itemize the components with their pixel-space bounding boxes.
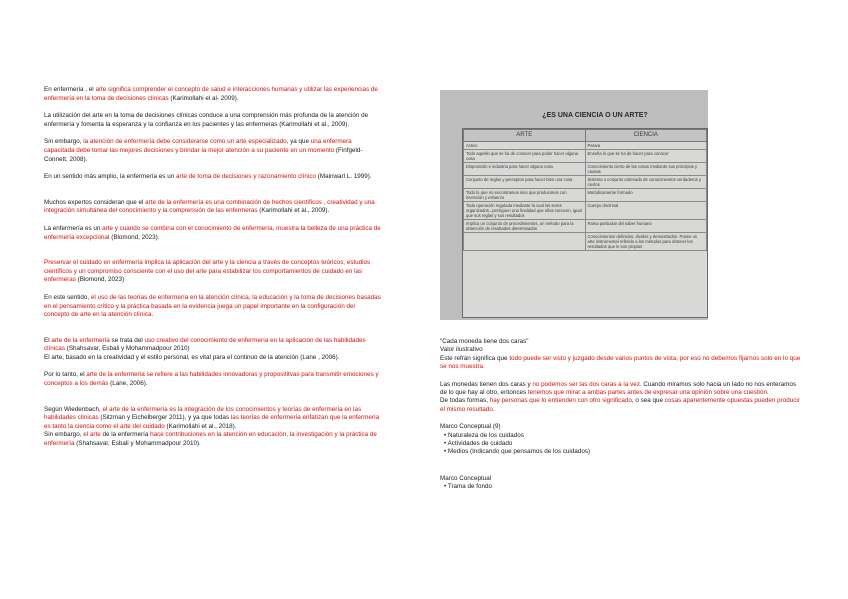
table-row: Activo Pasiva — [464, 142, 707, 150]
paragraph-3: Sin embargo, la atención de enfermería debe considerarse como un arte especializado, ya que una enfermera capacitada debe tomar las mejores decisiones y brindar la mejor atención a su paciente en un momento (Finfgeld-Connett, 2008). — [44, 138, 363, 163]
table-row: Conocimientos definidos, dividos y demostrados. Posee un arte instrumental referido a los métodos para obtener los resultados que le son propios — [464, 233, 707, 251]
proverb-block — [440, 338, 802, 372]
right-column — [440, 338, 802, 501]
photo-heading: ¿ES UNA CIENCIA O UN ARTE? — [542, 112, 648, 119]
left-column — [44, 86, 382, 458]
paragraph-8: En este sentido, el uso de las teorías de enfermería en la atención clínica, la educación y la toma de decisiones basadas en el pensamiento crítico y la práctica basada en la evidencia juega un papel importante en la configuración del concepto de arte en la atención clínica. — [44, 293, 381, 319]
column-header-arte: ARTE — [464, 130, 586, 142]
list-item: • Actividades de cuidado — [444, 440, 802, 448]
coins-paragraph: Las monedas tienen dos caras y no podemos ser las dos caras a la vez. Cuando miramos solo hacia un lado no nos enteramos de lo que hay al otro, entonces tenemos que mirar a ambas partes antes de expresar una opinión sobre una cuestión. De todas formas, hay personas que lo entienden con otro significado, o sea que cosas aparentemente opuestas pueden producir el mismo resultado. — [440, 380, 800, 413]
comparison-table — [462, 128, 708, 318]
art-vs-science-photo — [440, 90, 708, 320]
framework-title: Marco Conceptual (9) — [440, 423, 501, 431]
framework-title: Marco Conceptual — [440, 474, 492, 482]
paragraph-4: En un sentido más amplio, la enfermería es un arte de toma de decisiones y razonamiento clínico (Mainwarl L. 1999). — [44, 173, 372, 181]
paragraph-10: Por lo tanto, el arte de la enfermería se refiere a las habilidades innovadoras y proposititvas para transmitir emociones y conceptos a los demás (Lane, 2006). — [44, 371, 379, 388]
paragraph-7: Preservar el cuidado en enfermería implica la aplicación del arte y la ciencia a través de conceptos teóricos, estudios científicos y un compromiso consciente con el uso del arte para estabilizar los comportamientos de cuidado en las enfermeras (Blomond, 2023) — [44, 259, 371, 284]
list-item: • Medios (Indicando que pensamos de los cuidados) — [444, 448, 802, 456]
proverb-meaning-label: Valor ilustrativo — [440, 346, 483, 354]
proverb-meaning: Este refrán significa que todo puede ser visto y juzgado desde varios puntos de vista, por eso no debemos fijarnos solo en lo que se nos muestra. — [440, 354, 801, 371]
table-row: Toda operación regulada mediante la cual los seres organizados...persiguen una finalidad que ellos conocen, igual que sus reglas y sus resultados Cuerpo doctrinal — [464, 202, 707, 220]
column-header-ciencia: CIENCIA — [585, 130, 707, 142]
paragraph-1: En enfermeria , el arte significa comprender el concepto de salud e interacciones humanas y utilizar las experiencias de enfermería en la toma de decisiones clínicas (Karimollahi el al- 2009). — [44, 86, 378, 102]
paragraph-11: Según Wiedenbach, el arte de la enfermería es la integración de los conocimientos y teorías de enfermería en las habilidades clínicas (Sitzman y Eichelberger 2011), y ya que todas las teorías de enfermería enfatizan que la enfermería es tanto la ciencia como el arte del cuidado (Karimollahi et al., 2018). Sin embargo, el arte de la enfermería hace contribuciones en la atención en educación, la investigación y la práctica de enfermería (Shahsavar, Esbali y Mohammadpour 2010). — [44, 405, 380, 448]
table-row: Todo aquello que se ha de conocer para poder hacer alguna cosa Enseña lo que se ha de hacer para conocer — [464, 150, 707, 163]
paragraph-5: Muchos expertos consideran que el arte de la enfermería es una combinación de hechos científicos , creatividad y una integración simultánea del conocimiento y la comprensión de las enfermeras (Karimollahi et al., 2009). — [44, 198, 375, 215]
conceptual-framework-1 — [440, 423, 802, 457]
paragraph-9: El arte de la enfermería se trata del uso creativo del conocimiento de enfermería en la aplicación de las habilidades clínicas (Shahsavar, Esbali y Mohammadpour 2010) El arte, basado en la creatividad y el estilo personal, es vital para el continuo de la atención (Lane , 2006). — [44, 336, 366, 361]
list-item: • Naturaleza de los cuidados — [444, 432, 802, 440]
table-row: Implica un conjunto de procedimientos, un método para la obtención de resultados determinados Rama particular del saber humano — [464, 220, 707, 233]
list-item: • Trama de fondo — [444, 483, 802, 491]
paragraph-2: La utilización del arte en la toma de decisiones clínicas conduce a una comprensión más profunda de la atención de enfermería y fomenta la esperanza y la confianza en los pacientes y las enfermeras (Karimollahi et al., 2009). — [44, 112, 369, 128]
proverb-title: "Cada moneda tiene dos caras" — [440, 338, 529, 345]
conceptual-framework-2 — [440, 475, 802, 492]
table-row: Conjunto de reglas y preceptos para hacer bien una cosa Sistema o conjunto ordenado de conocimientos verdaderos y ciertos — [464, 176, 707, 189]
table-row: Disposición e industria para hacer alguna cosa Conocimiento cierto de las cosas mediante sus principios y causas — [464, 163, 707, 176]
paragraph-6: La enfermería es un arte y cuando se combina con el conocimiento de enfermería, muestra la belleza de una práctica de enfermería excepcional (Blomond, 2023). — [44, 224, 381, 241]
table-row: Todo lo que no encontramos sino que producimos con invención y esfuerzo Metódicamente formado — [464, 189, 707, 202]
